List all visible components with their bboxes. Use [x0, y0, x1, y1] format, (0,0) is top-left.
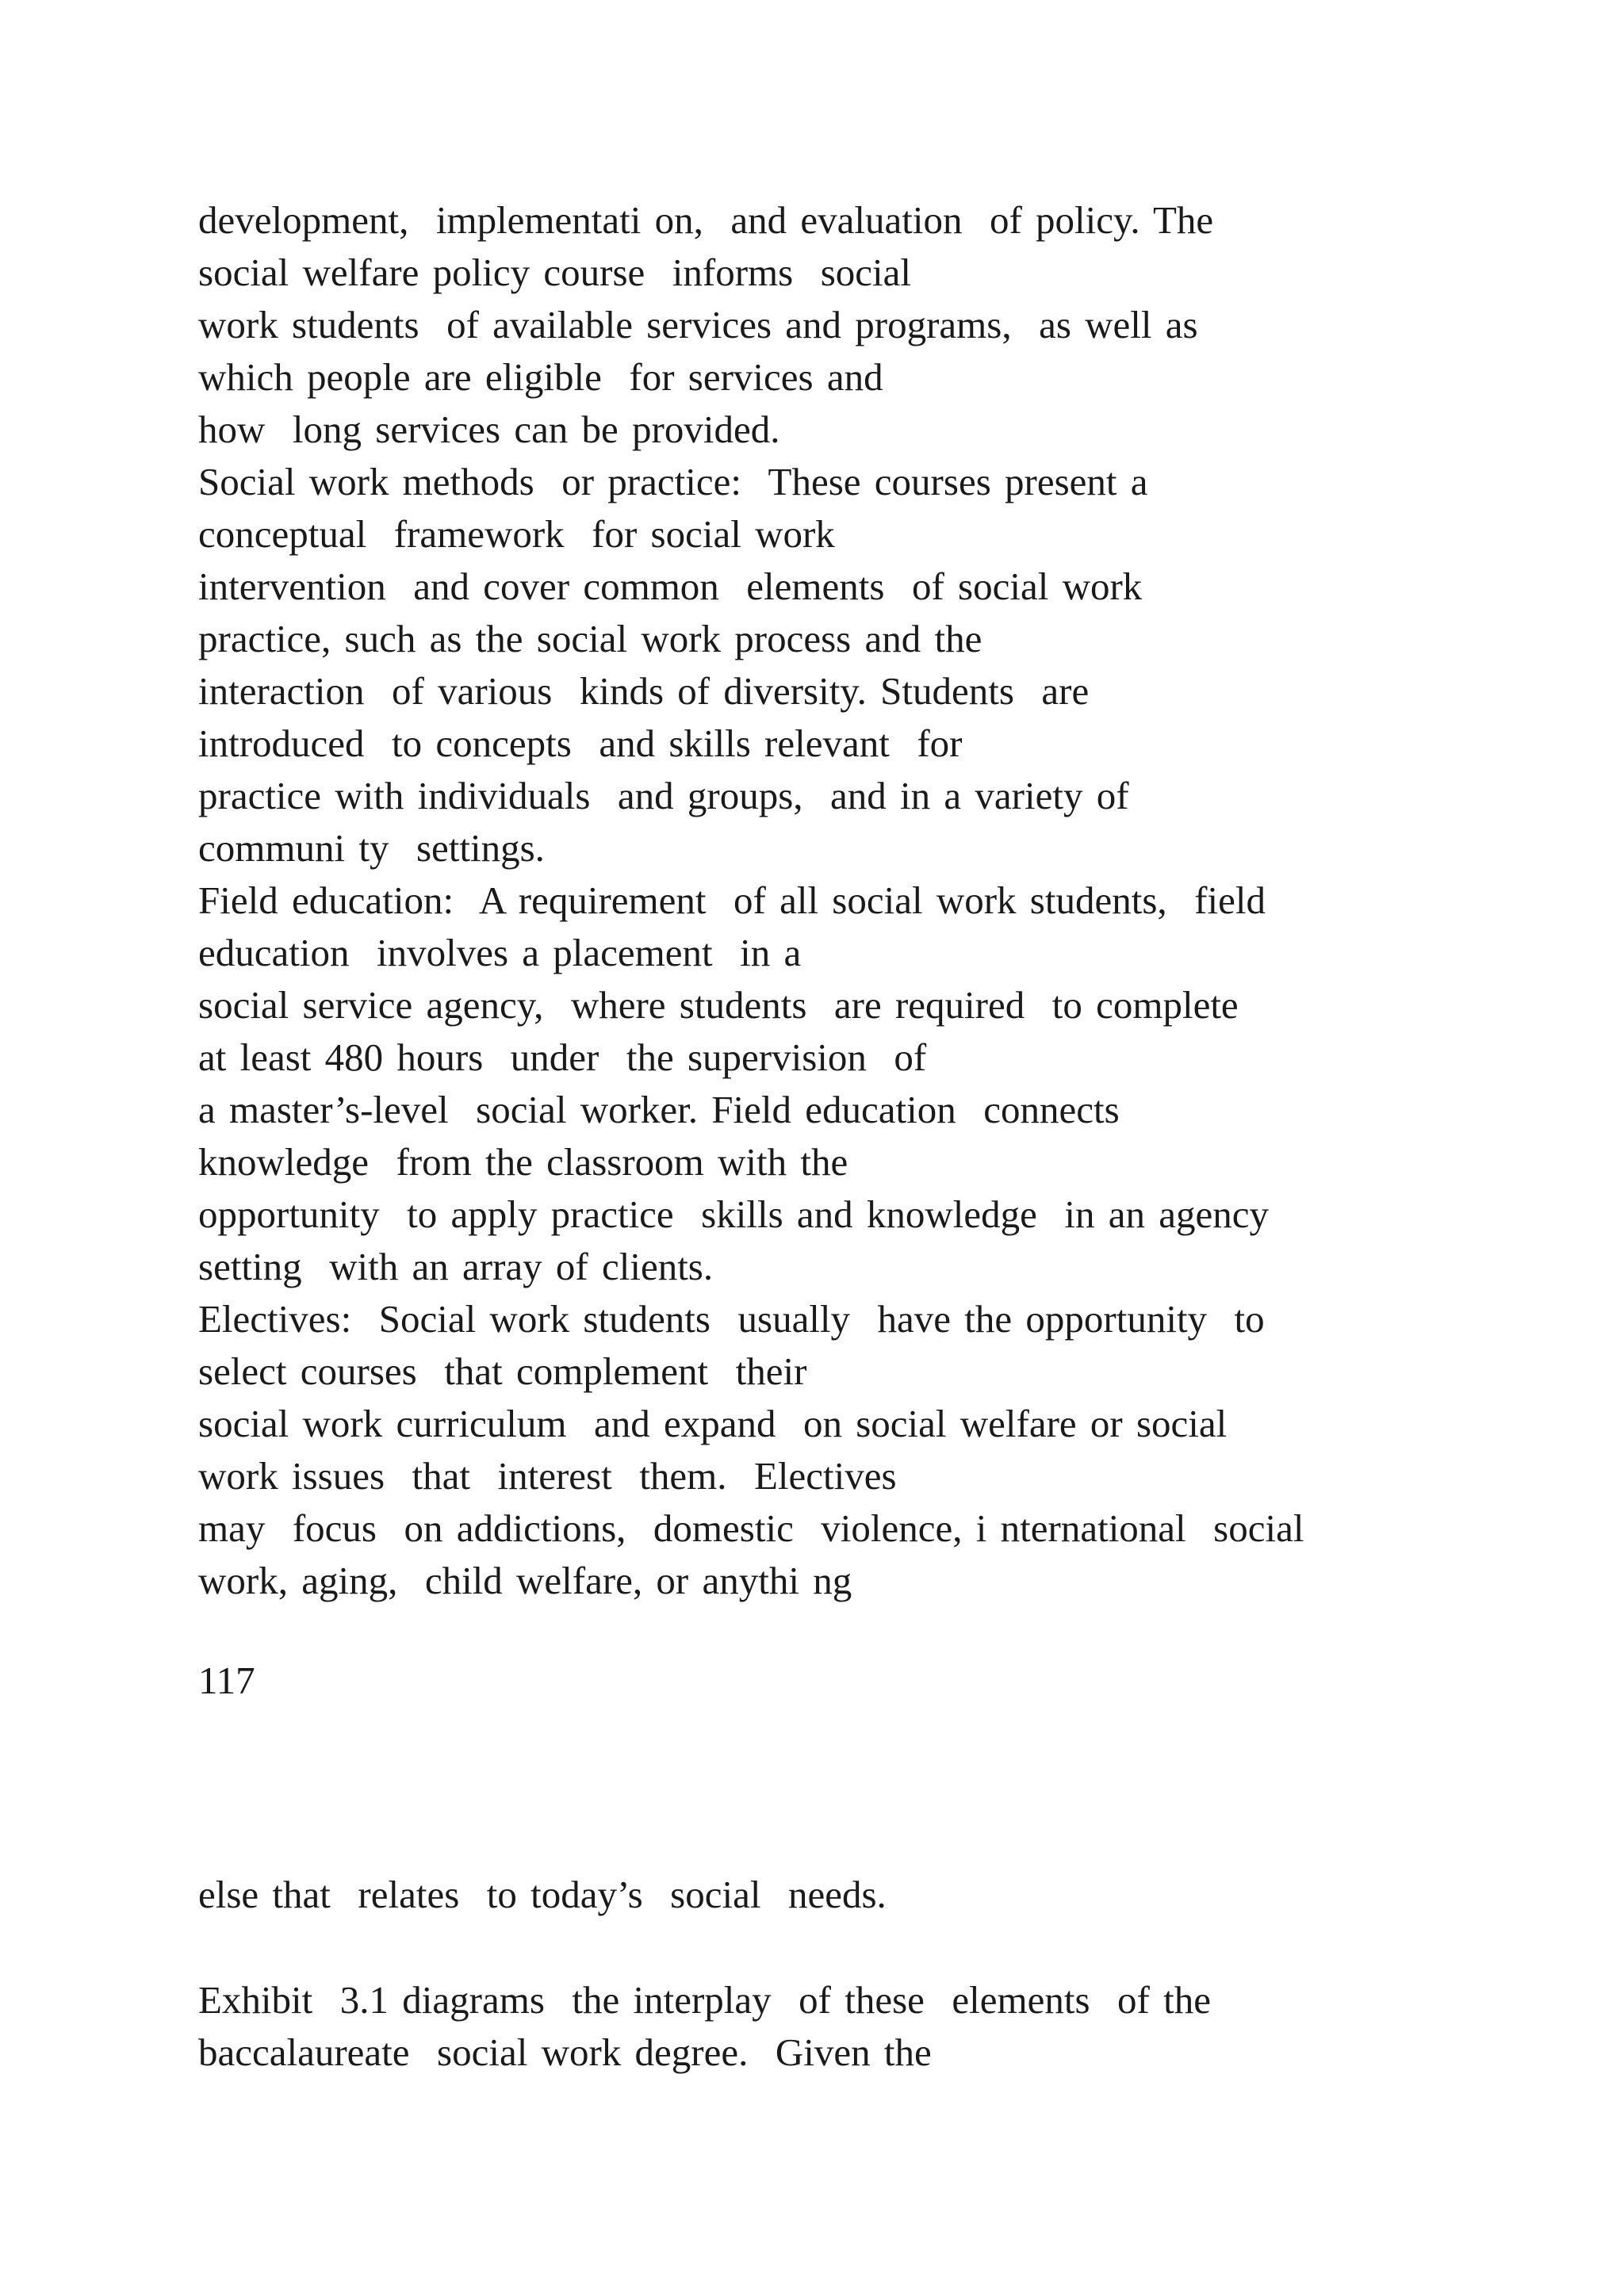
body-text-exhibit [198, 1974, 1507, 2079]
text-line: at least 480 hours under the supervision of [198, 1035, 927, 1079]
text-line: practice, such as the social work process and the [198, 617, 982, 660]
page-number [198, 1655, 1507, 1707]
text-line: work issues that interest them. Electives [198, 1454, 897, 1498]
body-text-main [198, 194, 1507, 1607]
text-line: else that relates to today’s social needs. [198, 1873, 887, 1916]
text-line: how long services can be provided. [198, 408, 780, 451]
text-line: practice with individuals and groups, and in a variety of [198, 774, 1129, 817]
text-line: setting with an array of clients. [198, 1245, 714, 1288]
text-line: development, implementati on, and evaluation of policy. The [198, 198, 1214, 242]
text-line: Social work methods or practice: These courses present a [198, 460, 1148, 503]
text-line: social service agency, where students are required to complete [198, 983, 1239, 1027]
text-line: education involves a placement in a [198, 931, 802, 974]
text-line: Electives: Social work students usually have the opportunity to [198, 1297, 1265, 1341]
text-line: social work curriculum and expand on social welfare or social [198, 1402, 1228, 1445]
text-line: conceptual framework for social work [198, 512, 835, 556]
text-line: which people are eligible for services and [198, 355, 883, 399]
text-line: knowledge from the classroom with the [198, 1140, 848, 1184]
text-line: work, aging, child welfare, or anythi ng [198, 1559, 852, 1602]
text-line: communi ty settings. [198, 826, 545, 870]
page-number-text: 117 [198, 1659, 255, 1702]
text-line: social welfare policy course informs social [198, 251, 912, 294]
text-line: select courses that complement their [198, 1349, 807, 1393]
text-line: intervention and cover common elements of social work [198, 564, 1143, 608]
body-text-continued [198, 1869, 1507, 1921]
text-line: introduced to concepts and skills relevant for [198, 721, 963, 765]
text-line: may focus on addictions, domestic violence, i nternational social [198, 1506, 1304, 1550]
text-line: a master’s-level social worker. Field education connects [198, 1088, 1120, 1131]
text-line: opportunity to apply practice skills and knowledge in an agency [198, 1192, 1270, 1236]
text-line: interaction of various kinds of diversity. Students are [198, 669, 1090, 713]
text-line: Field education: A requirement of all social work students, field [198, 878, 1266, 922]
text-line: Exhibit 3.1 diagrams the interplay of these elements of the [198, 1978, 1211, 2022]
text-line: work students of available services and programs, as well as [198, 303, 1198, 346]
text-line: baccalaureate social work degree. Given the [198, 2030, 932, 2074]
